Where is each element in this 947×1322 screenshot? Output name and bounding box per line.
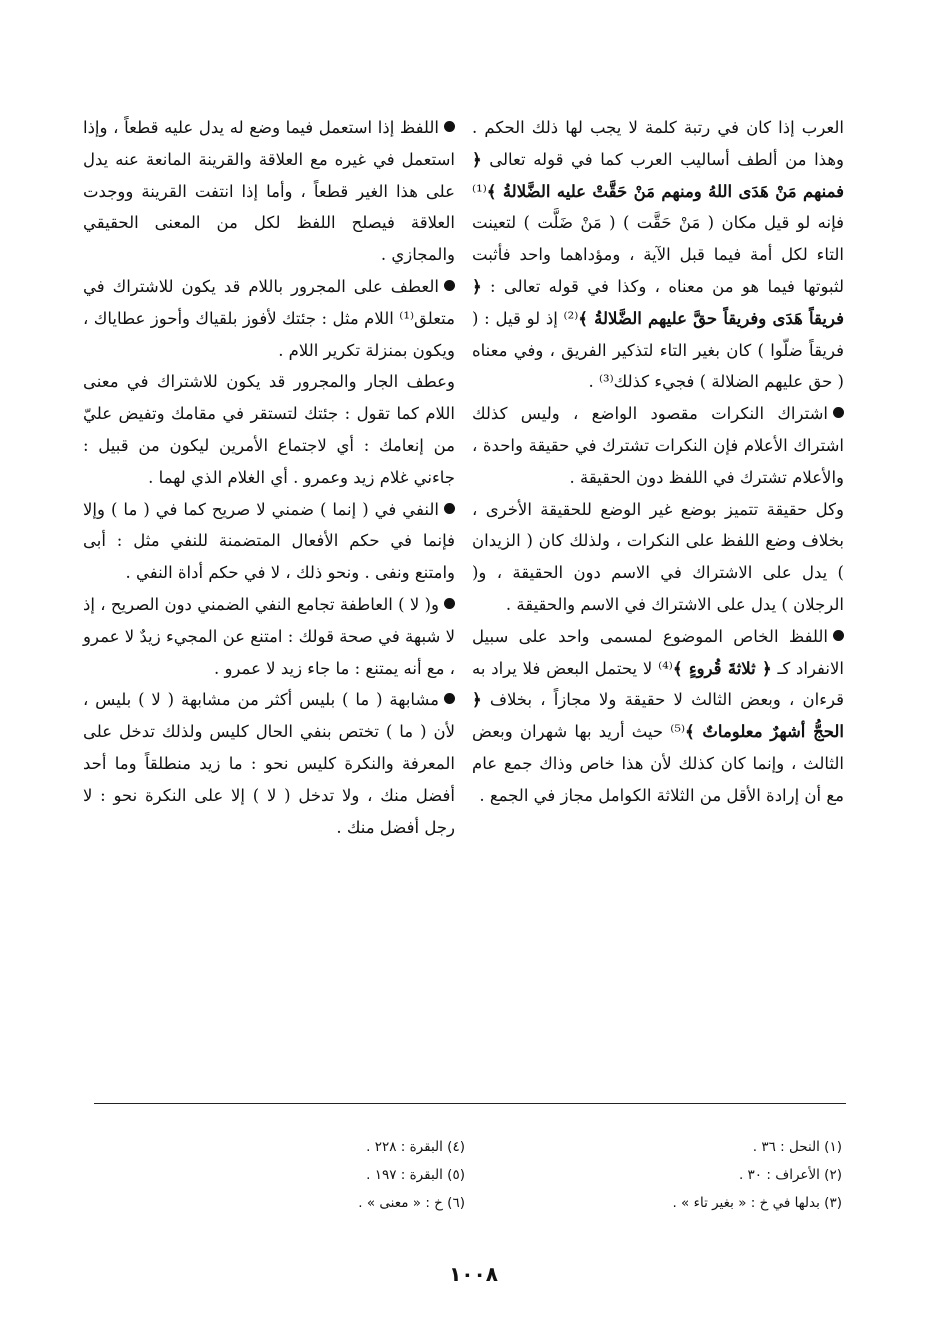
quran-verse: ﴿ فمنهم مَنْ هَدَى اللهُ ومنهم مَنْ حَقَّتْ عليه الضَّلالةُ ﴾ bbox=[472, 149, 844, 201]
footnotes-right bbox=[512, 1133, 842, 1217]
paragraph bbox=[83, 366, 455, 493]
footnote: (١) النحل : ٣٦ . bbox=[752, 1139, 842, 1155]
paragraph-text: اللفظ الخاص الموضوع لمسمى واحد على سبيل الانفراد كـ bbox=[472, 626, 844, 678]
footnote: (٦) خ : « معنى » . bbox=[358, 1195, 465, 1211]
paragraph bbox=[472, 398, 844, 493]
quran-verse: ﴿ ثلاثةَ قُروءٍ ﴾ bbox=[672, 658, 772, 678]
bullet-icon bbox=[833, 630, 844, 641]
paragraph-text: النفي في ( إنما ) ضمني لا صريح كما في ( ما ) وإلا فإنما في حكم الأفعال المتضمنة للنفي مثل : أبى وامتنع ونفى . ونحو ذلك ، لا في حكم أداة النفي . bbox=[83, 499, 455, 583]
paragraph-text: ⁽¹⁾ فإنه لو قيل مكان ( مَنْ حَقَّت ) ( مَنْ ضَلَّت ) لتعينت التاء لكل أمة فيما قبل الآية ، ومؤداهما واحد فأثبت لثبوتها فيما هو من معناه ، وكذا في قوله تعالى : bbox=[472, 181, 844, 296]
quran-verse: ﴿ فريقاً هَدَى وفريقاً حقَّ عليهم الضَّلالةُ ﴾ bbox=[472, 276, 844, 328]
paragraph-text: ⁽²⁾ إذ لو قيل : ( فريقاً ضلّوا ) كان بغير التاء لتذكير الفريق ، وفي معناه ( حق عليهم الضلالة ) فجيء كذلك⁽³⁾ . bbox=[472, 308, 844, 392]
paragraph bbox=[83, 271, 455, 366]
paragraph-text: اللفظ إذا استعمل فيما وضع له يدل عليه قطعاً ، وإذا استعمل في غيره مع العلاقة والقرينة المانعة عنه يدل على هذا الغير قطعاً ، وأما إذا انتفت القرينة ووجدت العلاقة فيصلح اللفظ لكل من المعنى الحقيقي والمجازي . bbox=[83, 118, 455, 265]
bullet-icon bbox=[833, 407, 844, 418]
paragraph-text: العطف على المجرور باللام قد يكون للاشتراك في متعلق⁽¹⁾ اللام مثل : جئتك لأفوز بلقياك وأحوز عطاياك ، ويكون بمنزلة تكرير اللام . bbox=[83, 276, 455, 360]
footnote: (٣) بدلها في خ : « بغير تاء » . bbox=[672, 1195, 842, 1211]
bullet-icon bbox=[444, 693, 455, 704]
paragraph-text: ⁽⁵⁾ حيث أريد بها شهران وبعض الثالث ، وإنما كان كذلك لأن هذا خاص وذاك جمع عام مع أن إرادة الأقل من الثلاثة الكوامل مجاز في الجمع . bbox=[472, 722, 844, 805]
paragraph bbox=[83, 684, 455, 843]
paragraph-text: مشابهة ( ما ) بليس أكثر من مشابهة ( لا ) بليس ، لأن ( ما ) تختص بنفي الحال كليس ولذلك تدخل على المعرفة والنكرة كليس نحو : ما زيد منطلقاً وما أحد أفضل منك ، ولا تدخل ( لا ) إلا على النكرة نحو : لا رجل أفضل منك . bbox=[83, 690, 455, 837]
bullet-icon bbox=[444, 280, 455, 291]
paragraph-text: العرب إذا كان في رتبة كلمة لا يجب لها ذلك الحكم . وهذا من ألطف أساليب العرب كما في قوله تعالى bbox=[472, 118, 844, 169]
paragraph-text: اشتراك النكرات مقصود الواضع ، وليس كذلك اشتراك الأعلام فإن النكرات تشترك في حقيقة واحدة ، والأعلام تشترك في اللفظ دون الحقيقة . bbox=[472, 404, 844, 487]
paragraph bbox=[472, 494, 844, 621]
paragraph-text: ⁽⁴⁾ لا يحتمل البعض فلا يراد به قرءان ، وبعض الثالث لا حقيقة ولا مجازاً ، بخلاف bbox=[472, 658, 844, 710]
footnote-divider bbox=[94, 1103, 846, 1104]
paragraph bbox=[472, 621, 844, 812]
page-number: ١٠٠٨ bbox=[449, 1262, 498, 1286]
footnotes-left bbox=[215, 1133, 465, 1217]
paragraph bbox=[83, 112, 455, 271]
paragraph bbox=[83, 494, 455, 589]
quran-verse: ﴿ الحجُّ أشهرٌ معلوماتٌ ﴾ bbox=[472, 690, 844, 742]
left-column bbox=[83, 112, 455, 843]
bullet-icon bbox=[444, 503, 455, 514]
paragraph-text: وكل حقيقة تتميز بوضع غير الوضع للحقيقة الأخرى ، بخلاف وضع اللفظ على النكرات ، ولذلك كان ( الزيدان ) يدل على الاشتراك في الاسم دون الحقيقة ، و( الرجلان ) يدل على الاشتراك في الاسم والحقيقة . bbox=[472, 499, 844, 614]
paragraph-text: وعطف الجار والمجرور قد يكون للاشتراك في معنى اللام كما تقول : جئتك لتستقر في مقامك وتفيض عليّ من إنعامك : أي لاجتماع الأمرين ليكون من قبيل : جاءني غلام زيد وعمرو . أي الغلام الذي لهما . bbox=[83, 372, 455, 487]
paragraph bbox=[83, 589, 455, 684]
right-column bbox=[472, 112, 844, 812]
bullet-icon bbox=[444, 121, 455, 132]
footnote: (٢) الأعراف : ٣٠ . bbox=[738, 1167, 842, 1183]
footnote: (٥) البقرة : ١٩٧ . bbox=[366, 1167, 465, 1183]
paragraph bbox=[472, 112, 844, 398]
bullet-icon bbox=[444, 598, 455, 609]
paragraph-text: و( لا ) العاطفة تجامع النفي الضمني دون الصريح ، إذ لا شبهة في صحة قولك : امتنع عن المجيء زيدٌ لا عمرو ، مع أنه يمتنع : ما جاء زيد لا عمرو . bbox=[83, 594, 455, 678]
footnote: (٤) البقرة : ٢٢٨ . bbox=[366, 1139, 465, 1155]
